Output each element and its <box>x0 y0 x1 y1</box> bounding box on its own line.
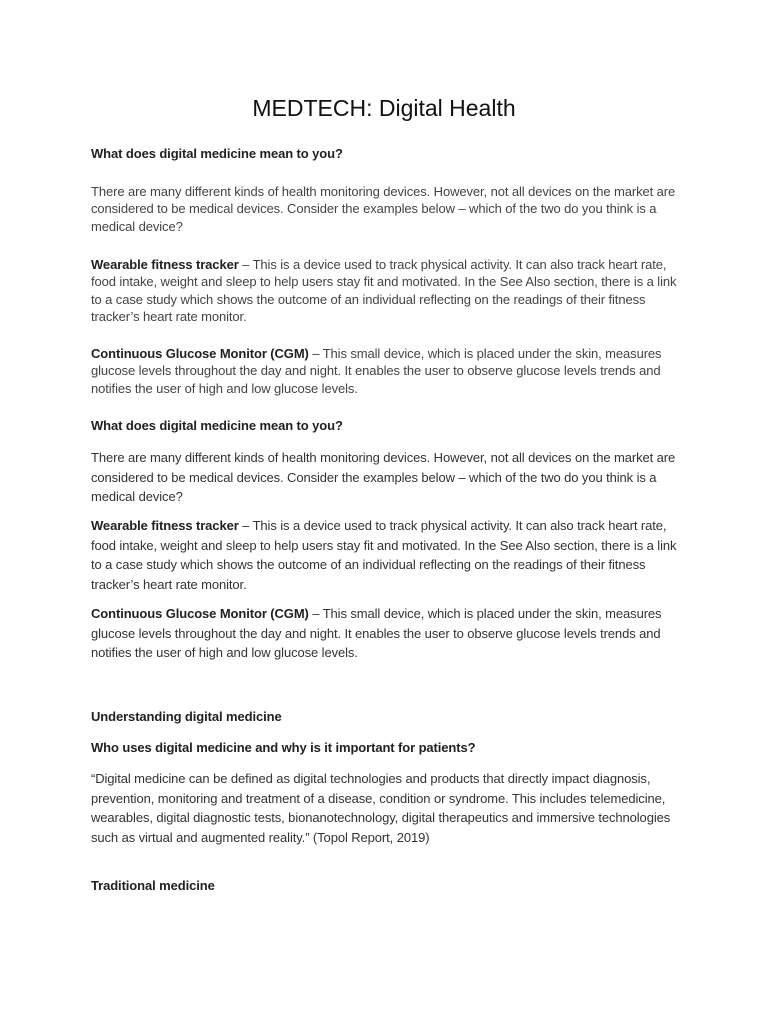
wearable-description: – This is a device used to track physical activity. It can also track heart rate, food intake, weight and sleep to help users stay fit and motivated. In the See Also section, there is a link to a case study which shows the outcome of an individual reflecting on the readings of their fitness tracker’s heart rate monitor. <box>91 257 677 324</box>
cgm-description: – This small device, which is placed under the skin, measures glucose levels throughout the day and night. It enables the user to observe glucose levels trends and notifies the user of high and low glucose levels. <box>91 606 662 660</box>
wearable-description: – This is a device used to track physical activity. It can also track heart rate, food intake, weight and sleep to help users stay fit and motivated. In the See Also section, there is a link to a case study which shows the outcome of an individual reflecting on the readings of their fitness tracker’s heart rate monitor. <box>91 518 677 592</box>
section2-cgm-paragraph <box>91 604 681 663</box>
cgm-term: Continuous Glucose Monitor (CGM) <box>91 606 309 621</box>
cgm-term: Continuous Glucose Monitor (CGM) <box>91 346 309 361</box>
section1-cgm-paragraph <box>91 345 681 397</box>
section1-wearable-paragraph <box>91 256 681 325</box>
section2-intro: There are many different kinds of health monitoring devices. However, not all devices on the market are considered to be medical devices. Consider the examples below – which of the two do you think is a medical device? <box>91 450 676 504</box>
topol-quote: “Digital medicine can be defined as digital technologies and products that directly impact diagnosis, prevention, monitoring and treatment of a disease, condition or syndrome. This includes telemedicine, wearables, digital diagnostic tests, bionanotechnology, digital therapeutics and immersive technologies such as virtual and augmented reality.” (Topol Report, 2019) <box>91 771 671 845</box>
section2-wearable-paragraph <box>91 516 681 594</box>
page-title: MEDTECH: Digital Health <box>252 95 516 121</box>
wearable-term: Wearable fitness tracker <box>91 518 239 533</box>
traditional-medicine-heading: Traditional medicine <box>91 878 215 893</box>
cgm-description: – This small device, which is placed under the skin, measures glucose levels throughout the day and night. It enables the user to observe glucose levels trends and notifies the user of high and low glucose levels. <box>91 346 662 396</box>
understanding-heading: Understanding digital medicine <box>91 709 282 724</box>
section2-heading: What does digital medicine mean to you? <box>91 418 343 433</box>
section1-heading: What does digital medicine mean to you? <box>91 146 343 161</box>
who-uses-heading: Who uses digital medicine and why is it important for patients? <box>91 740 476 755</box>
wearable-term: Wearable fitness tracker <box>91 257 239 272</box>
section1-intro: There are many different kinds of health monitoring devices. However, not all devices on the market are considered to be medical devices. Consider the examples below – which of the two do you think is a medical device? <box>91 184 676 234</box>
